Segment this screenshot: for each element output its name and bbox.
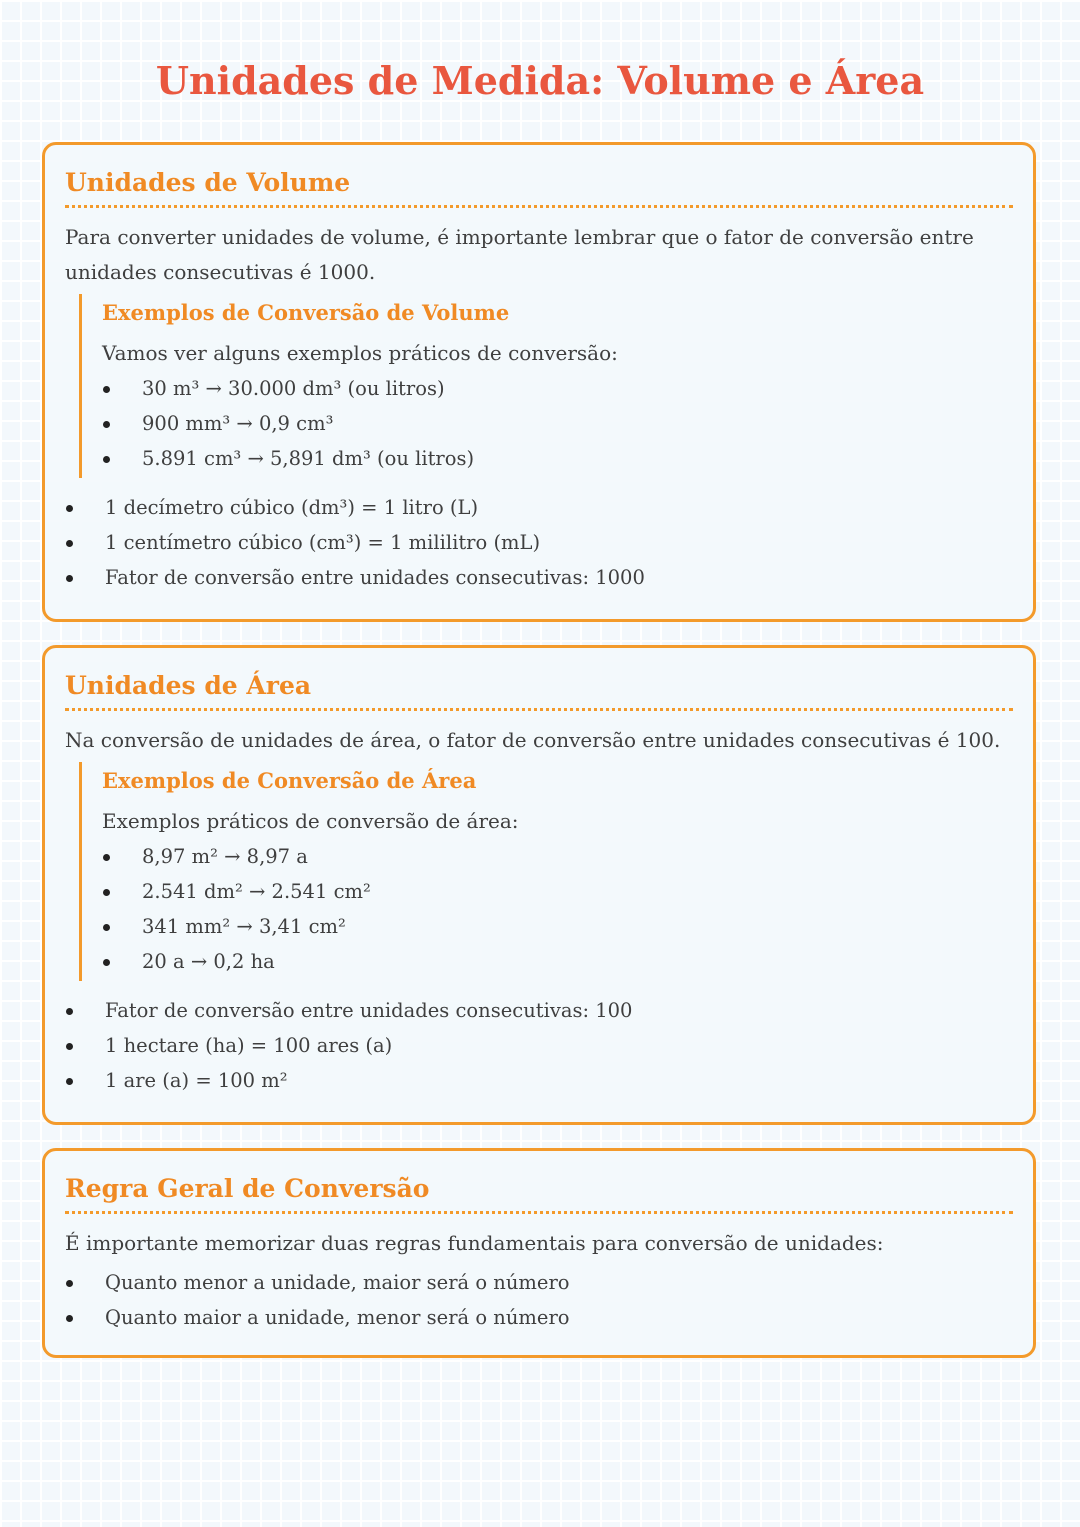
area-facts-list <box>65 993 1013 1098</box>
area-heading: Unidades de Área <box>65 666 1013 711</box>
list-item: 30 m³ → 30.000 dm³ (ou litros) <box>102 371 1013 406</box>
volume-examples-intro: Vamos ver alguns exemplos práticos de conversão: <box>102 341 618 365</box>
volume-heading: Unidades de Volume <box>65 163 1013 208</box>
page-title: Unidades de Medida: Volume e Área <box>155 58 925 103</box>
list-item: Fator de conversão entre unidades consecutivas: 1000 <box>65 560 1013 595</box>
list-item: 1 centímetro cúbico (cm³) = 1 mililitro (mL) <box>65 525 1013 560</box>
list-item: 341 mm² → 3,41 cm² <box>102 909 1013 944</box>
volume-facts-list <box>65 490 1013 595</box>
volume-examples-heading: Exemplos de Conversão de Volume <box>102 300 510 325</box>
list-item: 1 hectare (ha) = 100 ares (a) <box>65 1028 1013 1063</box>
area-examples-heading: Exemplos de Conversão de Área <box>102 768 477 793</box>
rule-intro: É importante memorizar duas regras fundamentais para conversão de unidades: <box>65 1231 884 1255</box>
area-examples-list <box>102 839 1013 979</box>
volume-examples-list <box>102 371 1013 476</box>
list-item: 2.541 dm² → 2.541 cm² <box>102 874 1013 909</box>
volume-section <box>42 142 1036 622</box>
area-examples-intro: Exemplos práticos de conversão de área: <box>102 809 519 833</box>
list-item: 1 decímetro cúbico (dm³) = 1 litro (L) <box>65 490 1013 525</box>
list-item: 20 a → 0,2 ha <box>102 944 1013 979</box>
list-item: Quanto menor a unidade, maior será o número <box>65 1265 1013 1300</box>
rule-heading: Regra Geral de Conversão <box>65 1169 1013 1214</box>
list-item: Fator de conversão entre unidades consecutivas: 100 <box>65 993 1013 1028</box>
volume-intro: Para converter unidades de volume, é importante lembrar que o fator de conversão entre unidades consecutivas é 1000. <box>65 225 974 284</box>
area-intro: Na conversão de unidades de área, o fator de conversão entre unidades consecutivas é 100. <box>65 728 1001 752</box>
list-item: 1 are (a) = 100 m² <box>65 1063 1013 1098</box>
list-item: 8,97 m² → 8,97 a <box>102 839 1013 874</box>
volume-examples-box <box>79 294 1013 478</box>
list-item: 900 mm³ → 0,9 cm³ <box>102 406 1013 441</box>
area-examples-box <box>79 762 1013 981</box>
area-section <box>42 645 1036 1125</box>
list-item: Quanto maior a unidade, menor será o número <box>65 1300 1013 1335</box>
rule-section <box>42 1148 1036 1358</box>
rule-list <box>65 1265 1013 1335</box>
list-item: 5.891 cm³ → 5,891 dm³ (ou litros) <box>102 441 1013 476</box>
